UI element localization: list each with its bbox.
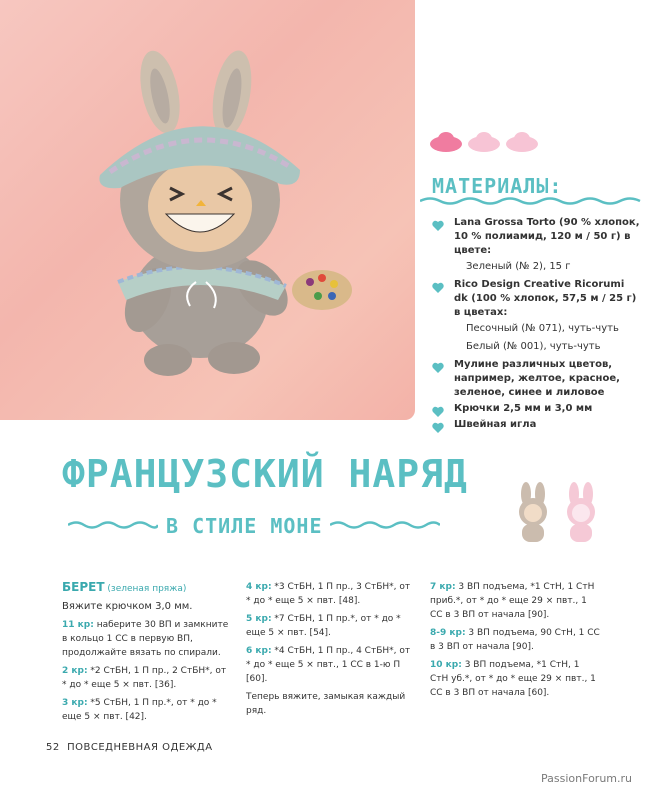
toy-illustration-icon: [508, 480, 618, 550]
watermark: PassionForum.ru: [541, 772, 632, 785]
material-text: Крючки 2,5 мм и 3,0 мм: [454, 403, 593, 414]
heart-icon: [432, 220, 444, 232]
pattern-row: Теперь вяжите, замыкая каждый ряд.: [246, 692, 406, 716]
beret-heading: БЕРЕТ: [62, 580, 105, 594]
heart-icon: [432, 406, 444, 418]
heart-icon: [432, 362, 444, 374]
wave-divider-icon: [330, 520, 440, 530]
pattern-row: 4 кр: *3 СтБН, 1 П пр., 3 СтБН*, от * до * еще 5 × пвт. [48].: [246, 582, 411, 606]
heart-icon: [432, 422, 444, 434]
page-number: 52: [46, 742, 60, 753]
toy-photo: [0, 0, 415, 420]
pattern-column-2: [246, 580, 416, 722]
pattern-row: 5 кр: *7 СтБН, 1 П пр.*, от * до * еще 5 × пвт. [54].: [246, 614, 401, 638]
material-text: Rico Design Creative Ricorumi dk (100 % хлопок, 57,5 м / 25 г) в цветах:: [454, 279, 637, 318]
page-subtitle: В СТИЛЕ МОНЕ: [166, 514, 323, 538]
material-item: [430, 418, 640, 432]
material-text: Швейная игла: [454, 419, 537, 430]
material-item: [430, 278, 640, 320]
material-item: [430, 402, 640, 416]
beret-yarn: (зеленая пряжа): [107, 584, 187, 594]
pattern-row: 8-9 кр: 3 ВП подъема, 90 СтН, 1 СС в 3 ВП от начала [90].: [430, 628, 600, 652]
pattern-row: 11 кр: наберите 30 ВП и замкните в кольцо 1 СС в первую ВП, продолжайте вязать по спирали.: [62, 620, 229, 658]
material-sub: Зеленый (№ 2), 15 г: [466, 261, 571, 272]
material-sub: Белый (№ 001), чуть-чуть: [466, 341, 601, 352]
material-item: [430, 358, 640, 400]
material-text: Lana Grossa Torto (90 % хлопок, 10 % полиамид, 120 м / 50 г) в цвете:: [454, 217, 640, 256]
materials-list: [430, 216, 640, 434]
material-sub: Песочный (№ 071), чуть-чуть: [466, 323, 619, 334]
section-name: ПОВСЕДНЕВНАЯ ОДЕЖДА: [67, 742, 213, 753]
material-item: [430, 216, 640, 258]
pattern-row: 2 кр: *2 СтБН, 1 П пр., 2 СтБН*, от * до * еще 5 × пвт. [36].: [62, 666, 227, 690]
pattern-row: 6 кр: *4 СтБН, 1 П пр., 4 СтБН*, от * до * еще 5 × пвт., 1 СС в 1-ю П [60].: [246, 646, 411, 684]
pattern-column-3: [430, 580, 600, 704]
pattern-row: 10 кр: 3 ВП подъема, *1 СтН, 1 СтН уб.*, от * до * еще 29 × пвт., 1 СС в 3 ВП от начала [60].: [430, 660, 596, 698]
materials-title: МАТЕРИАЛЫ:: [432, 174, 563, 198]
page-footer: [46, 742, 213, 753]
material-text: Мулине различных цветов, например, желтое, красное, зеленое, синее и лиловое: [454, 359, 620, 398]
page-title: ФРАНЦУЗСКИЙ НАРЯД: [62, 452, 468, 496]
cloud-decoration-icon: [428, 130, 538, 154]
beret-intro: Вяжите крючком 3,0 мм.: [62, 601, 193, 612]
pattern-row: 7 кр: 3 ВП подъема, *1 СтН, 1 СтН приб.*, от * до * еще 29 × пвт., 1 СС в 3 ВП от начала [90].: [430, 582, 595, 620]
pattern-row: 3 кр: *5 СтБН, 1 П пр.*, от * до * еще 5 × пвт. [42].: [62, 698, 217, 722]
wave-divider-icon: [68, 520, 158, 530]
wave-divider-icon: [420, 196, 645, 206]
heart-icon: [432, 282, 444, 294]
pattern-column-1: [62, 580, 232, 728]
